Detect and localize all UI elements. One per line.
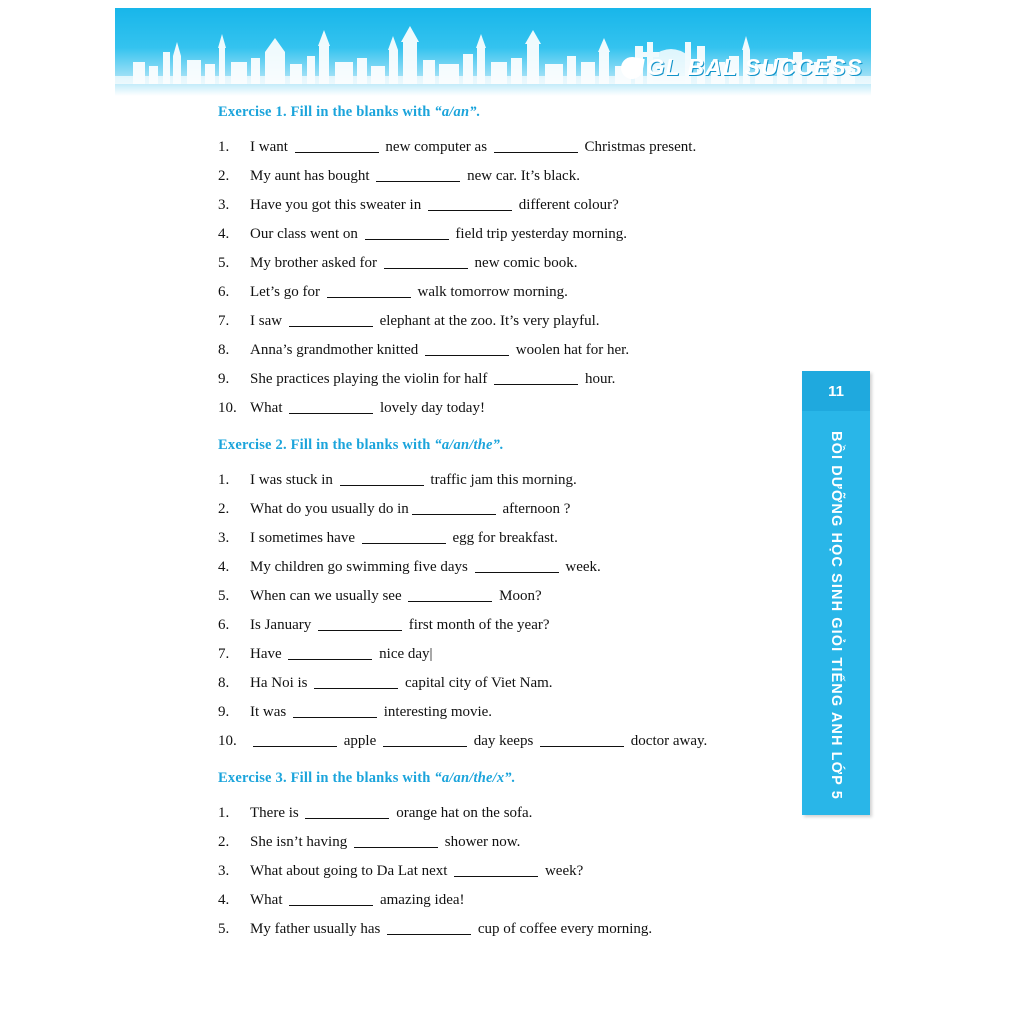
answer-blank[interactable] (327, 283, 411, 298)
question-number: 4. (218, 226, 230, 242)
question-text: field trip yesterday morning. (451, 226, 628, 242)
question-item (218, 495, 788, 524)
answer-blank[interactable] (408, 587, 492, 602)
question-number: 9. (218, 371, 230, 387)
question-number: 6. (218, 617, 230, 633)
question-item (218, 307, 788, 336)
question-item (218, 799, 788, 828)
question-text: capital city of Viet Nam. (401, 675, 553, 691)
question-text: orange hat on the sofa. (392, 805, 533, 821)
question-text: week. (561, 559, 601, 575)
answer-blank[interactable] (289, 312, 373, 327)
question-item (218, 249, 788, 278)
question-number: 8. (218, 342, 230, 358)
exercise-title-prefix: Exercise 1. Fill in the blanks with (218, 104, 435, 120)
question-text: I sometimes have (250, 530, 359, 546)
question-text: interesting movie. (380, 704, 493, 720)
global-success-logo (621, 56, 863, 79)
exercise-block (218, 104, 788, 423)
question-text: week? (541, 863, 584, 879)
question-text: What (250, 400, 287, 416)
exercise-title (218, 437, 788, 454)
answer-blank[interactable] (387, 920, 471, 935)
question-item (218, 524, 788, 553)
question-text: new car. It’s black. (463, 168, 580, 184)
question-list (218, 799, 788, 944)
question-number: 1. (218, 139, 230, 155)
question-text: I was stuck in (250, 472, 337, 488)
question-text: doctor away. (627, 733, 708, 749)
question-text: new computer as (381, 139, 491, 155)
answer-blank[interactable] (362, 529, 446, 544)
question-number: 9. (218, 704, 230, 720)
answer-blank[interactable] (354, 833, 438, 848)
question-number: 1. (218, 805, 230, 821)
answer-blank[interactable] (340, 471, 424, 486)
answer-blank[interactable] (412, 500, 496, 515)
question-text: woolen hat for her. (512, 342, 630, 358)
answer-blank[interactable] (318, 616, 402, 631)
question-text: walk tomorrow morning. (413, 284, 568, 300)
header-banner (115, 8, 871, 96)
question-number: 3. (218, 197, 230, 213)
answer-blank[interactable] (475, 558, 559, 573)
question-list (218, 133, 788, 423)
question-number: 5. (218, 588, 230, 604)
question-number: 5. (218, 255, 230, 271)
question-text: Is January (250, 617, 315, 633)
question-number: 10. (218, 733, 237, 749)
exercise-title (218, 770, 788, 787)
question-text: shower now. (440, 834, 521, 850)
question-number: 1. (218, 472, 230, 488)
question-text: She practices playing the violin for half (250, 371, 492, 387)
worksheet-content (218, 104, 788, 952)
question-item (218, 611, 788, 640)
answer-blank[interactable] (365, 225, 449, 240)
book-title-text: BỒI DƯỠNG HỌC SINH GIỎI TIẾNG ANH LỚP 5 (828, 430, 844, 800)
question-text: Have (250, 646, 286, 662)
question-text: cup of coffee every morning. (474, 921, 653, 937)
exercise-title (218, 104, 788, 121)
question-number: 2. (218, 168, 230, 184)
question-item (218, 365, 788, 394)
question-text: There is (250, 805, 303, 821)
question-text: Christmas present. (580, 139, 697, 155)
question-number: 3. (218, 863, 230, 879)
answer-blank[interactable] (384, 254, 468, 269)
question-item (218, 162, 788, 191)
answer-blank[interactable] (288, 645, 372, 660)
question-number: 10. (218, 400, 237, 416)
question-number: 4. (218, 892, 230, 908)
exercise-block (218, 770, 788, 944)
question-text: Anna’s grandmother knitted (250, 342, 423, 358)
logo-text: GL BAL SUCCESS (646, 54, 863, 80)
question-number: 8. (218, 675, 230, 691)
question-text: amazing idea! (376, 892, 465, 908)
answer-blank[interactable] (425, 341, 509, 356)
question-item (218, 553, 788, 582)
question-text: I saw (250, 313, 286, 329)
question-text: Have you got this sweater in (250, 197, 425, 213)
question-text: traffic jam this morning. (426, 472, 577, 488)
exercise-title-prefix: Exercise 3. Fill in the blanks with (218, 770, 435, 786)
answer-blank[interactable] (428, 196, 512, 211)
exercise-title-emphasis: “a/an/the”. (434, 437, 504, 453)
question-text: new comic book. (470, 255, 578, 271)
question-number: 3. (218, 530, 230, 546)
question-item (218, 394, 788, 423)
answer-blank[interactable] (376, 167, 460, 182)
question-number: 4. (218, 559, 230, 575)
question-number: 6. (218, 284, 230, 300)
question-text: Moon? (495, 588, 542, 604)
question-item (218, 336, 788, 365)
question-text: My father usually has (250, 921, 385, 937)
question-item (218, 278, 788, 307)
leaf-icon (619, 55, 644, 80)
question-item (218, 698, 788, 727)
question-number: 5. (218, 921, 230, 937)
answer-blank[interactable] (454, 862, 538, 877)
answer-blank[interactable] (295, 138, 379, 153)
question-text: hour. (581, 371, 616, 387)
question-text: day keeps (469, 733, 538, 749)
question-item (218, 669, 788, 698)
question-text: Let’s go for (250, 284, 324, 300)
question-item (218, 828, 788, 857)
question-item (218, 915, 788, 944)
question-text: What about going to Da Lat next (250, 863, 452, 879)
question-text: elephant at the zoo. It’s very playful. (375, 313, 600, 329)
question-list (218, 466, 788, 756)
question-text: Ha Noi is (250, 675, 312, 691)
question-text: My aunt has bought (250, 168, 374, 184)
answer-blank[interactable] (540, 732, 624, 747)
exercise-title-emphasis: “a/an”. (434, 104, 481, 120)
question-text: My children go swimming five days (250, 559, 472, 575)
question-item (218, 857, 788, 886)
answer-blank[interactable] (289, 399, 373, 414)
exercise-block (218, 437, 788, 756)
answer-blank[interactable] (253, 732, 337, 747)
question-item (218, 886, 788, 915)
question-item (218, 133, 788, 162)
question-text: egg for breakfast. (448, 530, 558, 546)
question-item (218, 582, 788, 611)
page-number: 11 (802, 371, 870, 411)
question-text: I want (250, 139, 292, 155)
question-number: 7. (218, 646, 230, 662)
question-text: When can we usually see (250, 588, 406, 604)
question-text: apple (340, 733, 380, 749)
side-tab (802, 371, 870, 815)
question-text: lovely day today! (376, 400, 485, 416)
question-text: nice day| (375, 646, 433, 662)
question-item (218, 466, 788, 495)
answer-blank[interactable] (314, 674, 398, 689)
question-text: Our class went on (250, 226, 362, 242)
question-item (218, 191, 788, 220)
answer-blank[interactable] (383, 732, 467, 747)
answer-blank[interactable] (305, 804, 389, 819)
question-text: What do you usually do in (250, 501, 409, 517)
answer-blank[interactable] (494, 138, 578, 153)
question-text: My brother asked for (250, 255, 381, 271)
question-item (218, 640, 788, 669)
question-number: 7. (218, 313, 230, 329)
question-text: afternoon ? (498, 501, 571, 517)
question-text: different colour? (514, 197, 619, 213)
question-text: It was (250, 704, 290, 720)
exercise-title-emphasis: “a/an/the/x”. (434, 770, 516, 786)
question-text: She isn’t having (250, 834, 351, 850)
question-number: 2. (218, 834, 230, 850)
question-item (218, 220, 788, 249)
book-title-vertical (802, 419, 870, 811)
exercise-title-prefix: Exercise 2. Fill in the blanks with (218, 437, 435, 453)
question-text: What (250, 892, 287, 908)
question-item (218, 727, 788, 756)
answer-blank[interactable] (289, 891, 373, 906)
answer-blank[interactable] (494, 370, 578, 385)
question-text: first month of the year? (404, 617, 550, 633)
question-number: 2. (218, 501, 230, 517)
answer-blank[interactable] (293, 703, 377, 718)
